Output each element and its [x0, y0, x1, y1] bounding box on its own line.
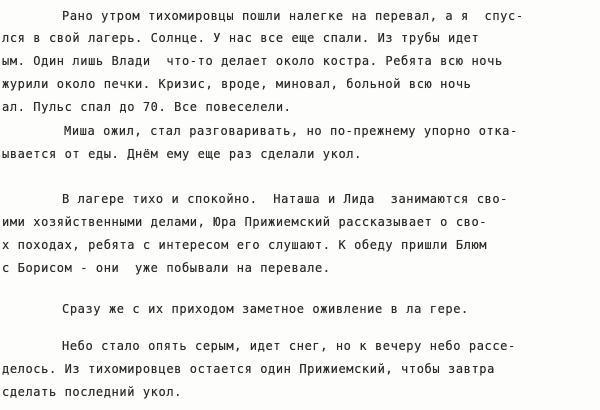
text-line: Небо стало опять серым, идет снег, но к вечеру небо рассе-	[62, 339, 516, 353]
text-line: ым. Один лишь Влади что-то делает около костра. Ребята всю ночь	[2, 54, 503, 68]
text-line: ал. Пульс спал до 70. Все повеселели.	[2, 100, 292, 114]
text-line: Сразу же с их приходом заметное оживление в ла гере.	[62, 302, 469, 316]
text-line: х походах, ребята с интересом его слушают. К обеду пришли Блюм	[2, 238, 488, 252]
text-line: лся в свой лагерь. Солнце. У нас все еще спали. Из трубы идет	[2, 31, 480, 45]
text-line: Рано утром тихомировцы пошли налегке на перевал, а я спус-	[62, 9, 524, 23]
text-line: с Борисом - они уже побывали на перевале.	[2, 261, 331, 275]
text-line: ывается от еды. Днём ему еще раз сделали укол.	[2, 147, 362, 161]
text-line: сделать последний укол.	[2, 385, 182, 399]
text-line: В лагере тихо и спокойно. Наташа и Лида занимаются сво-	[62, 192, 509, 206]
text-line: Миша ожил, стал разговаривать, но по-прежнему упорно отка-	[64, 124, 518, 138]
text-line: делось. Из тихомировцев остается один Прижиемский, чтобы завтра	[2, 362, 495, 376]
text-line: журили около печки. Кризис, вроде, миновал, больной всю ночь	[2, 77, 472, 91]
text-line: ими хозяйственными делами, Юра Прижиемский рассказывает о сво-	[2, 215, 488, 229]
